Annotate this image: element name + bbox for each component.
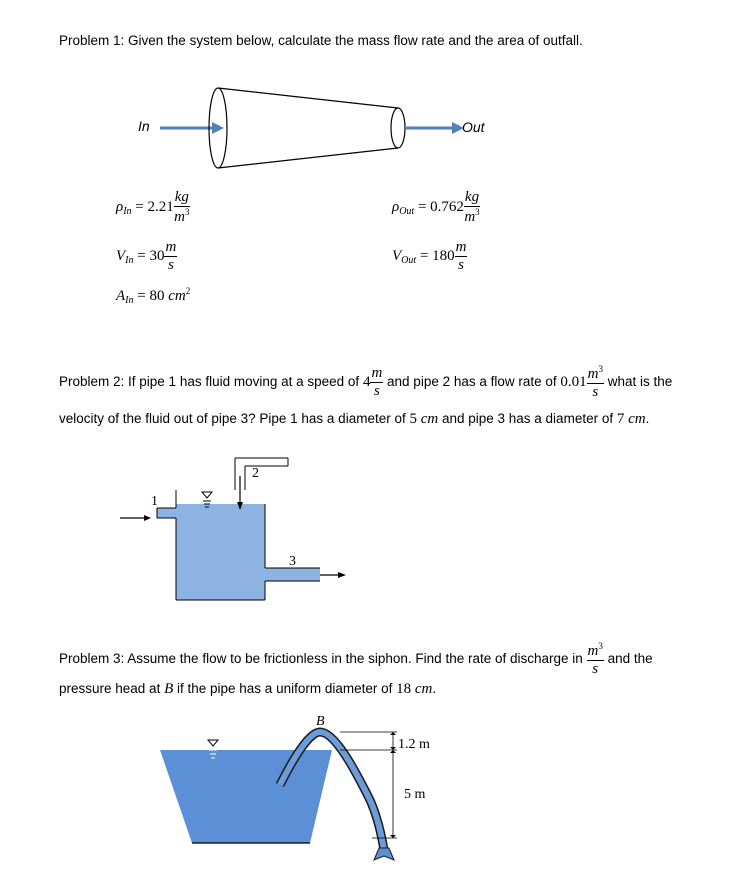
problem2-line1: Problem 2: If pipe 1 has fluid moving at a speed of 4 $\frac{m}{s}$ and pipe 2 has a flow rate of 0.01 $\frac{m^3}{s}$ what is the	[59, 364, 673, 400]
rho-in-subscript: In	[123, 205, 132, 217]
v-out-symbol: V	[392, 247, 402, 264]
cone-bottom-edge	[218, 148, 398, 168]
v-in-subscript: In	[125, 254, 134, 266]
v-out-value: = 180	[416, 247, 455, 264]
rho-in-value: = 2.21	[131, 198, 174, 215]
v-in-unit: $\frac{m}{s}$	[165, 239, 177, 273]
height-drop-label: 5 m	[404, 787, 426, 802]
tank-water	[176, 504, 265, 600]
pipe3-label: 3	[289, 554, 296, 569]
in-label: In	[138, 118, 150, 134]
pipe1-water	[157, 508, 176, 518]
problem2-line2: velocity of the fluid out of pipe 3? Pipe 1 has a diameter of 5 cm and pipe 3 has a diameter of 7 cm.	[59, 411, 650, 427]
v-in-value: = 30	[133, 247, 165, 264]
v-out-subscript: Out	[401, 254, 417, 266]
pipe1-label: 1	[151, 494, 158, 509]
reservoir-water	[160, 750, 332, 843]
v-in-symbol: V	[116, 247, 126, 264]
rho-in-symbol: ρ	[116, 198, 124, 215]
rho-in-equation	[116, 190, 190, 225]
speed-unit: $\frac{m}{s}$	[371, 365, 383, 399]
v-in-equation	[116, 240, 177, 273]
rho-out-value: = 0.762	[414, 198, 464, 215]
discharge-unit: $\frac{m^3}{s}$	[587, 641, 603, 677]
problem3-line1: Problem 3: Assume the flow to be frictionless in the siphon. Find the rate of discharge in $\frac{m^3}{s}$ and the	[59, 641, 653, 677]
free-surface-triangle	[202, 492, 212, 498]
pipe2-label: 2	[252, 466, 259, 481]
out-label: Out	[462, 119, 485, 135]
a-in-symbol: A	[116, 288, 126, 304]
outlet-ellipse	[391, 108, 405, 148]
a-in-value: = 80	[133, 288, 169, 304]
flow-unit: $\frac{m^3}{s}$	[587, 364, 603, 400]
v-out-unit: $\frac{m}{s}$	[455, 239, 467, 273]
a-in-subscript: In	[125, 295, 134, 306]
siphon-outlet-jet	[374, 848, 394, 860]
point-b-label: B	[316, 714, 325, 729]
a-in-equation: $A_{In} = 80$ $cm^2$	[116, 286, 191, 306]
height-top-label: 1.2 m	[398, 737, 430, 752]
rho-in-unit: $\frac{kg}{m^3}$	[174, 189, 190, 225]
rho-out-subscript: Out	[399, 205, 415, 217]
tank-diagram	[110, 450, 360, 610]
v-out-equation	[392, 240, 467, 273]
rho-out-unit: $\frac{kg}{m^3}$	[464, 189, 480, 225]
rho-out-equation	[392, 190, 480, 225]
cone-top-edge	[218, 88, 398, 108]
rho-out-symbol: ρ	[392, 198, 400, 215]
inlet-arrowhead	[212, 122, 224, 134]
nozzle-diagram	[120, 80, 520, 180]
problem3-line2: pressure head at B if the pipe has a uniform diameter of 18 cm.	[59, 681, 437, 697]
problem1-statement: Problem 1: Given the system below, calculate the mass flow rate and the area of outfall.	[59, 33, 583, 48]
a-in-unit: cm	[168, 288, 186, 304]
